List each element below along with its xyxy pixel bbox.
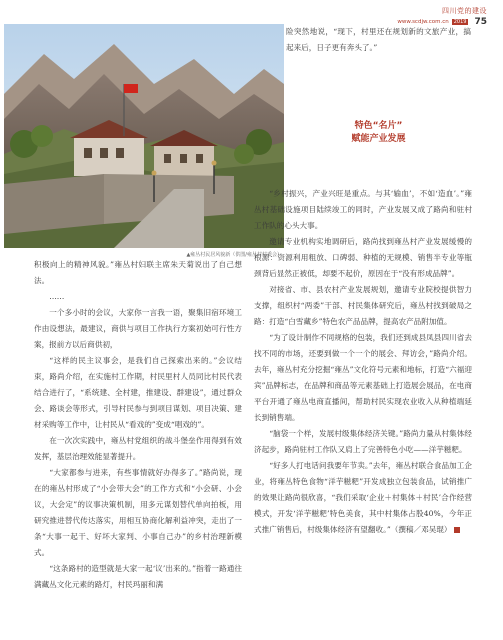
paragraph: “这样的民主议事会，是我们自己探索出来的。”会议结束，路尚介绍，在实施村工作期，村民里村人员同比村民代表结合进行了，“系统建、全村建，推建设、群建设”，通过群众会、路谈会等形式，引导村民参与到项目谋划、项目决策、建材采购等工作中，让村民从“看戏的”变成“唱戏的”。 (34, 356, 242, 429)
paragraph: “大家都参与进来，有些事情就好办得多了。”路尚说，现在的雍丛村形成了“小会带大会”的工作方式和“小会研、小会议，大会定”的议事决策机制，用多元谋划替代单向拍板，用研究推进替代传达落实，用相互协商化解利益冲突，走出了一条“大事一起干、好坏大家判、小事自己办”的乡村治理新模式。 (34, 468, 242, 557)
right-column-text (254, 186, 472, 538)
issue-badge: 2019 (453, 19, 467, 25)
photo-caption: ▲雍丛村民居风貌新（供图/雍丛村村委会） (186, 252, 282, 258)
magazine-url[interactable]: www.scdjw.com.cn (397, 19, 449, 25)
paragraph: 积极向上的精神风貌。”雍丛村妇联主席朱天菊说出了自己想法。 (34, 260, 242, 285)
section-heading (286, 120, 471, 146)
paragraph: “为了设计制作不同规格的包装，我们还到成县凤县四川省去找不同的市场，还要到做一个一个的展会、拜访会，”路尚介绍。去年，雍丛村充分挖掘“雍丛”文化符号元素和地标，打造“六福迎宾”品牌标志，在品牌和商品等元素基础上打造展会展品，在电商平台开通了雍丛电商直播间，帮助村民实现农业收入从种植端延长到销售端。 (254, 333, 472, 422)
section-heading-line2: 赋能产业发展 (351, 134, 406, 144)
magazine-title: 四川党的建设 (442, 7, 487, 15)
paragraph: “脑袋一个样，发展村级集体经济关键。”路尚力量从村集体经济起步，路尚驻村工作队又肩上了完善特色小吃——洋芋糍粑。 (254, 429, 472, 454)
section-heading-line1: 特色“名片” (354, 121, 403, 131)
paragraph (254, 458, 472, 538)
paragraph: 邀请专业机构实地调研后，路尚找到雍丛村产业发展缓慢的根源：资源利用粗放、口碑弱、种植的无规模、销售半专业等瓶颈背后显然正被低，却要不起价，原因在于“没有形成品牌”。 (254, 237, 472, 278)
paragraph: 对接省、市、县农村产业发展规划，邀请专业院校提供智力支撑，组织村“两委”干部、村民集体研究后，雍丛村找到破局之路：打造“白雪藏乡”特色农产品品牌，提高农产品附加值。 (254, 285, 472, 326)
paragraph: …… (49, 292, 65, 301)
right-top-text (286, 24, 471, 56)
paragraph: 一个多小时的会议，大家你一言我一语，聚集旧宿环境工作由设想法，最建议，商供与项目工作执行方案初始可行性方案，报前方以后商供初， (34, 308, 242, 349)
paragraph: 在一次次实践中，雍丛村党组织的战斗堡垒作用得到有效发挥，基层治理效能显著提升。 (34, 436, 242, 461)
article-end-icon (454, 527, 460, 533)
page-number: 75 (474, 17, 487, 27)
paragraph: “乡村振兴，产业兴旺是重点。与其‘输血’，不如‘造血’。”雍丛村基础设施项目陆续竣工的同时，产业发展又成了路尚和驻村工作队的心头大事。 (254, 189, 472, 230)
paragraph-text: “好多人打电话问我要年节卖。”去年，雍丛村联合食品加工企业，将雍丛特色食物“洋芋糍粑”开发成独立包装食品，试销推广的效果让路尚很欣喜，“我们采取‘企业＋村集体＋村民’合作经营模式，开发‘洋芋糍粑’特色美食，其中村集体占股40%，今年正式推广销售后，村级集体经济有望翻收。”（撰稿／邓吴琨） (254, 461, 472, 534)
paragraph: 险突然地说，“现下，村里还在规划新的文旅产业，搞起来后，日子更有奔头了。” (286, 27, 471, 52)
paragraph: “这条路村的造型就是大家一起‘议’出来的。”指着一路通往满藏丛文化元素的路灯，村民玛丽和满 (34, 564, 242, 589)
village-landscape-photo (4, 24, 284, 248)
left-column-text (34, 257, 242, 593)
